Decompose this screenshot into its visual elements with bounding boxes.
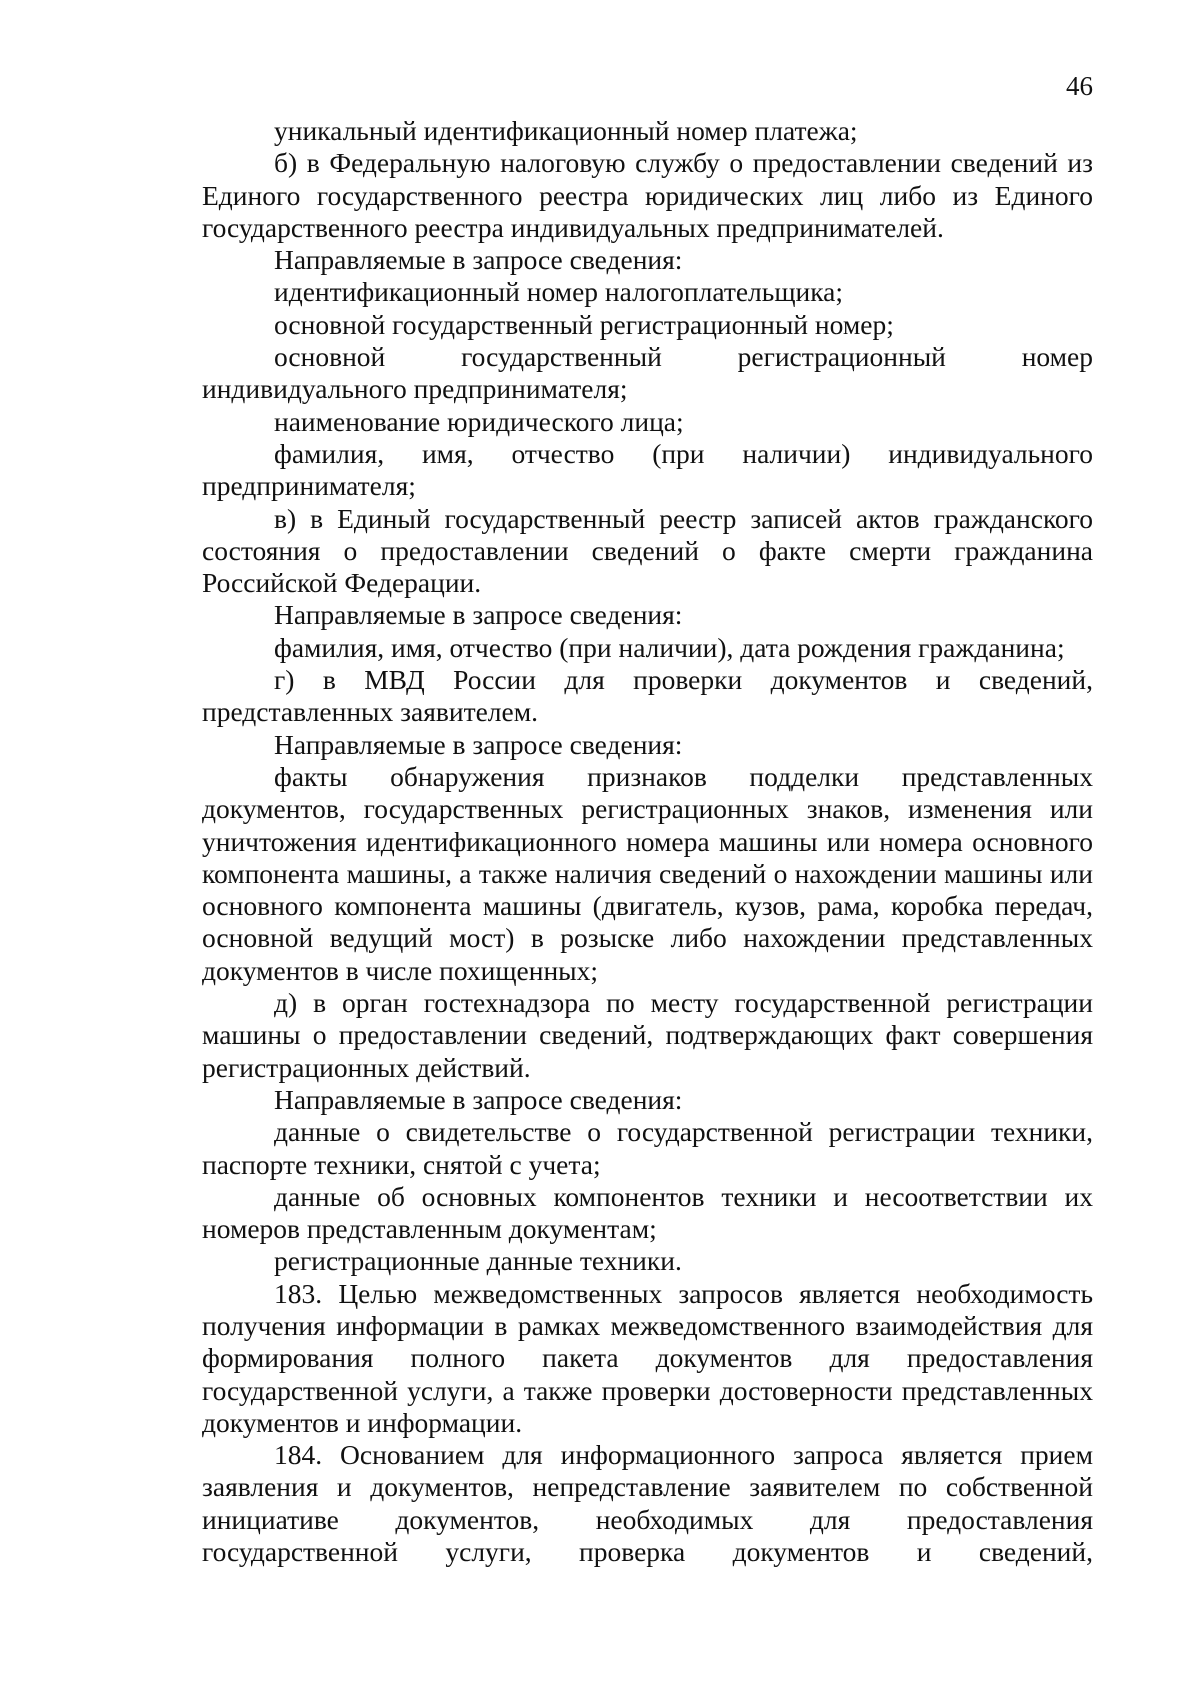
paragraph: наименование юридического лица; bbox=[274, 405, 684, 437]
paragraph: основной государственный регистрационный номер; bbox=[274, 308, 894, 340]
page-number: 46 bbox=[1066, 71, 1093, 101]
paragraph: данные об основных компонентов техники и несоответствии их номеров представленным документам; bbox=[202, 1180, 1093, 1245]
paragraph: Направляемые в запросе сведения: bbox=[274, 599, 683, 631]
paragraph: б) в Федеральную налоговую службу о предоставлении сведений из Единого государственного реестра юридических лиц либо из Единого государственного реестра индивидуальных предпринимателей. bbox=[202, 147, 1093, 243]
paragraph: 184. Основанием для информационного запроса является прием заявления и документов, непредставление заявителем по собственной инициативе документов, необходимых для предоставления государственной услуги, проверка документов и сведений, bbox=[202, 1439, 1093, 1568]
paragraph: фамилия, имя, отчество (при наличии) индивидуального предпринимателя; bbox=[202, 437, 1093, 502]
paragraph: 183. Целью межведомственных запросов является необходимость получения информации в рамках межведомственного взаимодействия для формирования полного пакета документов для предоставления государственной услуги, а также проверки достоверности представленных документов и информации. bbox=[202, 1277, 1093, 1438]
paragraph: факты обнаружения признаков подделки представленных документов, государственных регистрационных знаков, изменения или уничтожения идентификационного номера машины или номера основного компонента машины, а также наличия сведений о нахождении машины или основного компонента машины (двигатель, кузов, рама, коробка передач, основной ведущий мост) в розыске либо нахождении представленных документов в числе похищенных; bbox=[202, 760, 1093, 986]
paragraph: д) в орган гостехнадзора по месту государственной регистрации машины о предоставлении сведений, подтверждающих факт совершения регистрационных действий. bbox=[202, 987, 1093, 1083]
paragraph: Направляемые в запросе сведения: bbox=[274, 1083, 683, 1115]
paragraph: основной государственный регистрационный номер индивидуального предпринимателя; bbox=[202, 341, 1093, 405]
paragraph: данные о свидетельстве о государственной регистрации техники, паспорте техники, снятой с учета; bbox=[202, 1116, 1093, 1180]
paragraph: Направляемые в запросе сведения: bbox=[274, 244, 683, 276]
document-body bbox=[202, 115, 1093, 1568]
paragraph: г) в МВД России для проверки документов и сведений, представленных заявителем. bbox=[202, 664, 1093, 728]
paragraph: Направляемые в запросе сведения: bbox=[274, 728, 683, 760]
paragraph: идентификационный номер налогоплательщика; bbox=[274, 276, 844, 308]
paragraph: регистрационные данные техники. bbox=[274, 1245, 682, 1277]
paragraph: уникальный идентификационный номер платежа; bbox=[274, 115, 858, 146]
paragraph: фамилия, имя, отчество (при наличии), дата рождения гражданина; bbox=[274, 631, 1065, 663]
paragraph: в) в Единый государственный реестр записей актов гражданского состояния о предоставлении сведений о факте смерти гражданина Российской Федерации. bbox=[202, 502, 1093, 599]
